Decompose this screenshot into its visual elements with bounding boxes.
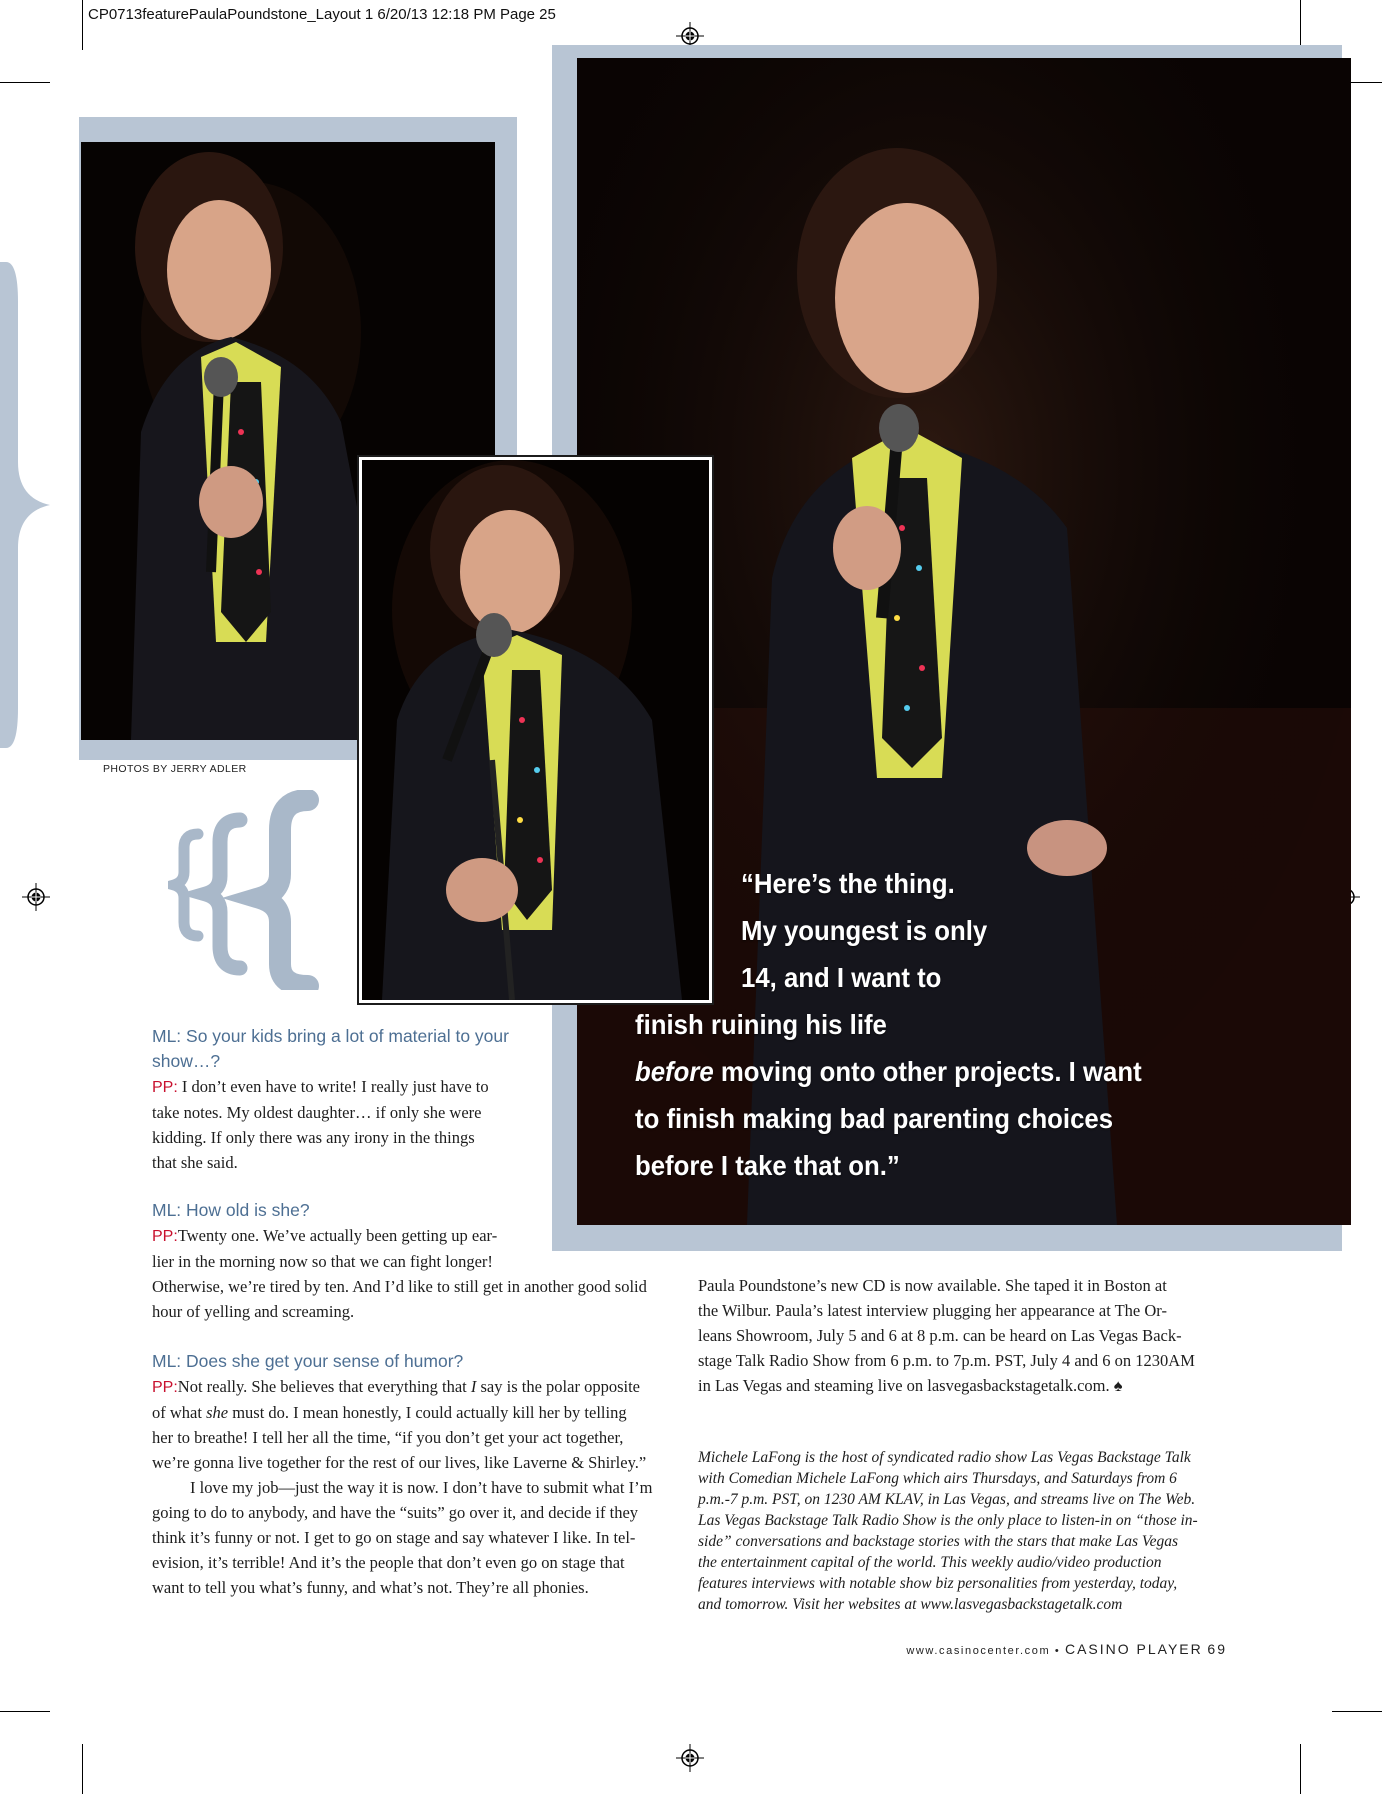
paragraph-line: I love my job—just the way it is now. I don’t have to submit what I’m <box>190 1478 653 1497</box>
bio-line: Michele LaFong is the host of syndicated radio show Las Vegas Backstage Talk <box>698 1449 1191 1466</box>
question-text: ML: So your kids bring a lot of material to your <box>152 1026 509 1046</box>
photo-credit: PHOTOS BY JERRY ADLER <box>103 763 247 775</box>
pull-quote-emphasis: before <box>635 1056 714 1087</box>
author-bio <box>698 1447 1198 1615</box>
registration-mark-icon <box>676 1744 704 1772</box>
page-number: 69 <box>1207 1641 1227 1657</box>
paragraph-line: stage Talk Radio Show from 6 p.m. to 7p.m. PST, July 4 and 6 on 1230AM <box>698 1351 1195 1370</box>
crop-mark <box>82 1744 83 1794</box>
crop-mark <box>1332 1711 1382 1712</box>
crop-mark <box>1300 0 1301 50</box>
question-text: ML: How old is she? <box>152 1200 310 1220</box>
answer-line: PP:Twenty one. We’ve actually been getting up ear- <box>152 1226 498 1245</box>
slug-line: CP0713featurePaulaPoundstone_Layout 1 6/20/13 12:18 PM Page 25 <box>88 6 556 23</box>
paragraph-line: want to tell you what’s funny, and what’s not. They’re all phonies. <box>152 1578 589 1597</box>
pull-quote-line <box>635 1048 1142 1095</box>
pull-quote-line-rest: moving onto other projects. I want <box>713 1056 1142 1087</box>
speaker-label: PP: <box>152 1079 178 1096</box>
paragraph-line: Paula Poundstone’s new CD is now available. She taped it in Boston at <box>698 1276 1167 1295</box>
footer-website: www.casinocenter.com <box>906 1645 1051 1657</box>
paragraph-line: leans Showroom, July 5 and 6 at 8 p.m. can be heard on Las Vegas Back- <box>698 1326 1182 1345</box>
pull-quote-continued <box>635 1001 1142 1189</box>
answer-line: hour of yelling and screaming. <box>152 1302 355 1321</box>
paragraph-line: the Wilbur. Paula’s latest interview plugging her appearance at The Or- <box>698 1301 1167 1320</box>
bio-line: and tomorrow. Visit her websites at www.lasvegasbackstagetalk.com <box>698 1596 1123 1613</box>
bio-line: side” conversations and backstage stories with the stars that make Las Vegas <box>698 1533 1179 1550</box>
paragraph-line: in Las Vegas and steaming live on lasvegasbackstagetalk.com. ♠ <box>698 1376 1123 1395</box>
paragraph-line: think it’s funny or not. I get to go on stage and say whatever I like. In tel- <box>152 1528 636 1547</box>
speaker-label: PP: <box>152 1379 178 1396</box>
interview-q3-block <box>152 1349 652 1600</box>
pull-quote <box>741 860 987 1001</box>
decorative-brace-band <box>0 262 50 748</box>
pull-quote-line: finish ruining his life <box>635 1009 887 1040</box>
pull-quote-line: My youngest is only <box>741 915 988 946</box>
interview-q2-block <box>152 1198 647 1324</box>
answer-line: her to breathe! I tell her all the time, “if you don’t get your act together, <box>152 1428 624 1447</box>
bio-line: features interviews with notable show biz personalities from yesterday, today, <box>698 1575 1178 1592</box>
crop-mark <box>82 0 83 50</box>
bio-line: the entertainment capital of the world. This weekly audio/video production <box>698 1554 1162 1571</box>
answer-line: that she said. <box>152 1153 238 1172</box>
answer-line: of what she must do. I mean honestly, I could actually kill her by telling <box>152 1403 627 1422</box>
page-footer: www.casinocenter.com • CASINO PLAYER 69 <box>906 1641 1227 1657</box>
answer-line: PP:Not really. She believes that everything that I say is the polar opposite <box>152 1377 640 1396</box>
interview-q1-block <box>152 1024 532 1175</box>
answer-line: PP: I don’t even have to write! I really just have to <box>152 1077 489 1096</box>
answer-line: take notes. My oldest daughter… if only she were <box>152 1103 482 1122</box>
answer-line: lier in the morning now so that we can fight longer! <box>152 1252 493 1271</box>
inset-photo <box>359 457 712 1003</box>
pull-quote-line: to finish making bad parenting choices <box>635 1103 1114 1134</box>
spade-end-mark-icon: ♠ <box>1113 1376 1123 1395</box>
pull-quote-line: “Here’s the thing. <box>741 868 955 899</box>
paragraph-line: going to do to anybody, and have the “suits” go over it, and decide if they <box>152 1503 639 1522</box>
pull-quote-line: before I take that on.” <box>635 1150 900 1181</box>
registration-mark-icon <box>22 883 50 911</box>
answer-line: kidding. If only there was any irony in the things <box>152 1128 475 1147</box>
answer-line: we’re gonna live together for the rest of our lives, like Laverne & Shirley.” <box>152 1453 647 1472</box>
paragraph-line: evision, it’s terrible! And it’s the people that don’t even go on stage that <box>152 1553 625 1572</box>
cd-announcement <box>698 1273 1195 1398</box>
footer-magazine: CASINO PLAYER <box>1064 1641 1203 1657</box>
crop-mark <box>0 82 50 83</box>
crop-mark <box>0 1711 50 1712</box>
question-text: ML: Does she get your sense of humor? <box>152 1351 464 1371</box>
bio-line: with Comedian Michele LaFong which airs Thursdays, and Saturdays from 6 <box>698 1470 1177 1487</box>
bio-line: p.m.-7 p.m. PST, on 1230 AM KLAV, in Las Vegas, and streams live on The Web. <box>698 1491 1196 1508</box>
speaker-label: PP: <box>152 1228 178 1245</box>
answer-line: Otherwise, we’re tired by ten. And I’d like to still get in another good solid <box>152 1277 647 1296</box>
question-text: show…? <box>152 1051 221 1071</box>
bio-line: Las Vegas Backstage Talk Radio Show is the only place to listen-in on “those in- <box>698 1512 1198 1529</box>
pull-quote-line: 14, and I want to <box>741 962 942 993</box>
crop-mark <box>1300 1744 1301 1794</box>
decorative-braces <box>168 790 338 990</box>
